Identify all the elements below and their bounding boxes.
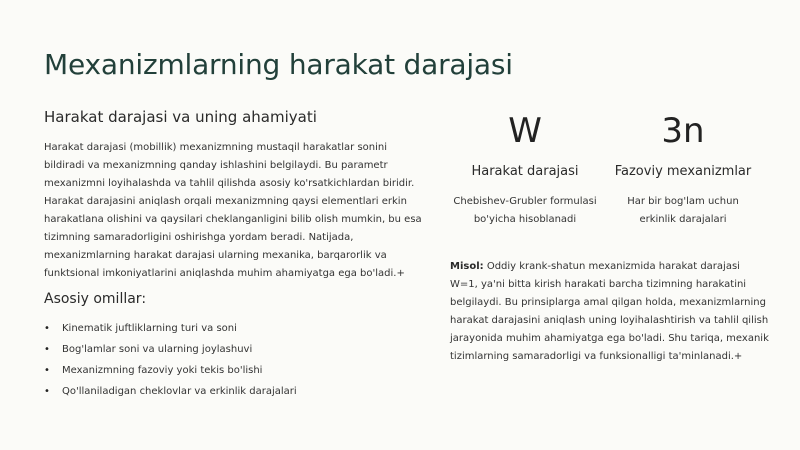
list-item	[44, 318, 424, 339]
stat-symbol: W	[508, 111, 542, 151]
stat-label: Harakat darajasi	[471, 164, 579, 179]
stat-symbol: 3n	[661, 111, 705, 151]
example-paragraph	[450, 258, 770, 366]
list-item-text: Qo'llaniladigan cheklovlar va erkinlik darajalari	[62, 386, 297, 397]
bullet-icon: •	[44, 323, 50, 334]
list-item-text: Mexanizmning fazoviy yoki tekis bo'lishi	[62, 365, 263, 376]
example-label: Misol:	[450, 261, 484, 272]
list-item-text: Kinematik juftliklarning turi va soni	[62, 323, 237, 334]
stat-description: Har bir bog'lam uchun erkinlik darajalari	[627, 196, 739, 225]
factors-list	[44, 318, 424, 402]
left-column	[44, 108, 424, 402]
stat-block-spatial	[608, 108, 758, 229]
list-item-text: Bog'lamlar soni va ularning joylashuvi	[62, 344, 253, 355]
factors-heading: Asosiy omillar:	[44, 291, 147, 307]
list-item	[44, 339, 424, 360]
list-item	[44, 381, 424, 402]
example-text: Oddiy krank-shatun mexanizmida harakat darajasi W=1, ya'ni bitta kirish harakati barcha tizimning harakatini belgilaydi. Bu prinsiplarga amal qilgan holda, mexanizmlarning harakat darajasini aniqlash uning loyihalashtirish va tahlil qilish jarayonida muhim ahamiyatga ega bo'ladi. Shu tariqa, mexanik tizimlarning samaradorligi va funksionalligi ta'minlanadi.+	[450, 261, 769, 362]
section-subtitle: Harakat darajasi va uning ahamiyati	[44, 108, 317, 126]
stat-label: Fazoviy mexanizmlar	[614, 164, 752, 179]
bullet-icon: •	[44, 344, 50, 355]
list-item	[44, 360, 424, 381]
bullet-icon: •	[44, 365, 50, 376]
page-title: Mexanizmlarning harakat darajasi	[44, 48, 513, 81]
intro-paragraph: Harakat darajasi (mobillik) mexanizmning mustaqil harakatlar sonini bildiradi va mexanizmning qanday ishlashini belgilaydi. Bu parametr mexanizmni loyihalashda va tahlil qilishda asosiy ko'rsatkichlardan biridir. Harakat darajasini aniqlash orqali mexanizmning qaysi elementlari erkin harakatlana olishini va qaysilari cheklanganligini bilib olish mumkin, bu esa tizimning samaradorligini oshirishga yordam beradi. Natijada, mexanizmlarning harakat darajasi ularning mexanika, barqarorlik va funktsional imkoniyatlarini aniqlashda muhim ahamiyatga ega bo'ladi.+	[44, 142, 422, 279]
stat-block-mobility	[450, 108, 600, 229]
stat-description: Chebishev-Grubler formulasi bo'yicha hisoblanadi	[453, 196, 597, 225]
bullet-icon: •	[44, 386, 50, 397]
